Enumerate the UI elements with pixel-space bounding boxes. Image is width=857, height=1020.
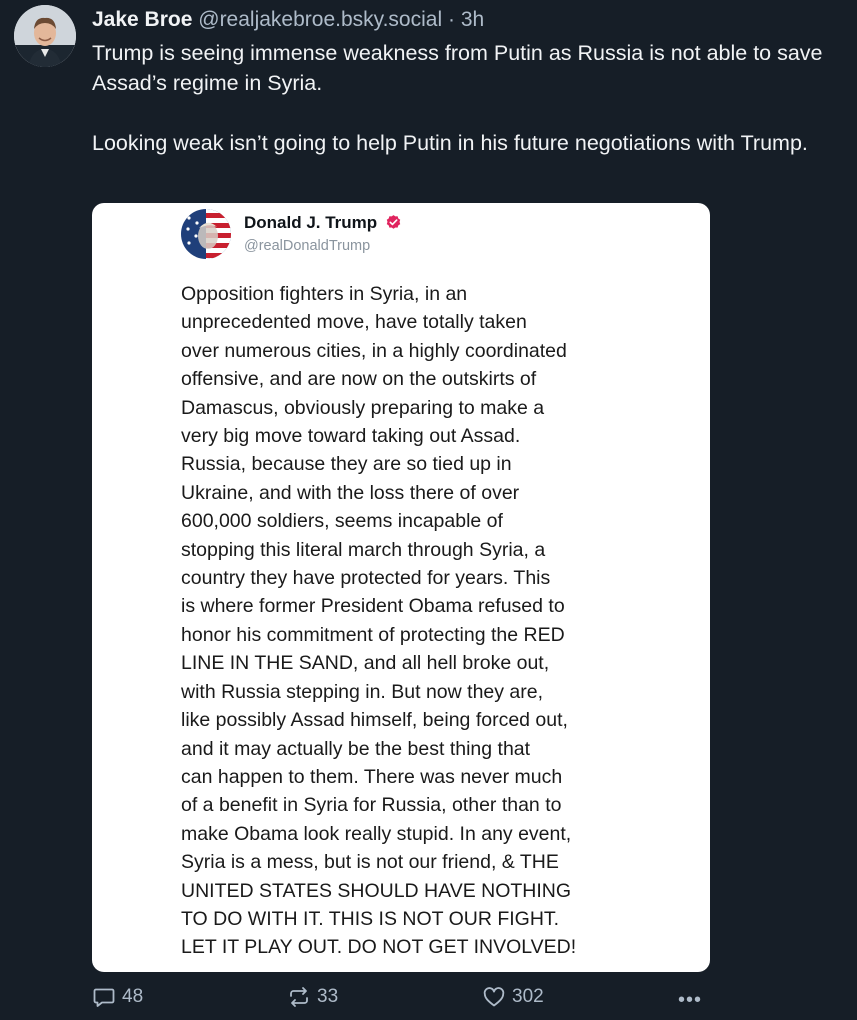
heart-icon: [482, 985, 506, 1009]
embed-text-line: Syria is a mess, but is not our friend, & THE: [181, 851, 559, 874]
post-paragraph: Trump is seeing immense weakness from Putin as Russia is not able to save Assad’s regime in Syria.: [92, 41, 823, 95]
embed-text-line: Russia, because they are so tied up in: [181, 453, 512, 476]
embed-author-handle: @realDonaldTrump: [244, 238, 371, 254]
embed-text-line: Opposition fighters in Syria, in an: [181, 283, 468, 305]
repost-button[interactable]: [287, 985, 338, 1009]
post-text: [92, 38, 847, 158]
embed-text-line: country they have protected for years. This: [181, 567, 551, 590]
embedded-image[interactable]: [92, 203, 710, 972]
embed-body-text: [181, 280, 701, 962]
embed-text-line: TO DO WITH IT. THIS IS NOT OUR FIGHT.: [181, 907, 560, 930]
embed-text-line: LET IT PLAY OUT. DO NOT GET INVOLVED!: [181, 936, 577, 959]
more-icon[interactable]: •••: [678, 989, 703, 1011]
like-count: 302: [512, 986, 544, 1007]
author-handle[interactable]: @realjakebroe.bsky.social: [198, 8, 443, 31]
repost-count: 33: [317, 986, 339, 1007]
embed-text-line: over numerous cities, in a highly coordinated: [181, 339, 567, 362]
embed-text-line: make Obama look really stupid. In any event,: [181, 822, 572, 845]
action-bar: [92, 985, 712, 1017]
embed-avatar: [181, 209, 231, 259]
post-paragraph: Looking weak isn’t going to help Putin in his future negotiations with Trump.: [92, 131, 808, 155]
like-button[interactable]: [482, 985, 544, 1009]
embed-text-line: offensive, and are now on the outskirts of: [181, 368, 537, 391]
embed-text-line: very big move toward taking out Assad.: [181, 425, 521, 448]
embed-text-line: UNITED STATES SHOULD HAVE NOTHING: [181, 879, 572, 902]
reply-button[interactable]: [92, 985, 143, 1009]
repost-icon: [287, 985, 311, 1009]
post-timestamp[interactable]: 3h: [460, 8, 485, 31]
meta-separator: ·: [447, 8, 455, 31]
embed-text-line: like possibly Assad himself, being forced out,: [181, 709, 568, 732]
post-header: [92, 6, 484, 34]
reply-count: 48: [122, 986, 144, 1007]
embed-text-line: can happen to them. There was never much: [181, 765, 563, 788]
embed-author-line: [244, 211, 402, 235]
author-avatar[interactable]: [14, 5, 76, 67]
embed-text-line: stopping this literal march through Syria, a: [181, 538, 546, 561]
embed-text-line: is where former President Obama refused to: [181, 595, 565, 618]
verified-badge-icon: [385, 214, 402, 231]
embed-text-line: with Russia stepping in. But now they are,: [181, 680, 544, 703]
embed-text-line: LINE IN THE SAND, and all hell broke out,: [181, 652, 550, 675]
embed-text-line: of a benefit in Syria for Russia, other than to: [181, 794, 562, 817]
embed-author-name: Donald J. Trump: [244, 213, 378, 232]
comment-icon: [92, 985, 116, 1009]
embed-text-line: Ukraine, and with the loss there of over: [181, 481, 520, 504]
embed-text-line: honor his commitment of protecting the RED: [181, 623, 565, 646]
embed-text-line: and it may actually be the best thing that: [181, 737, 531, 760]
embed-text-line: 600,000 soldiers, seems incapable of: [181, 510, 503, 533]
author-name[interactable]: Jake Broe: [92, 8, 193, 31]
embed-text-line: unprecedented move, have totally taken: [181, 311, 527, 334]
embed-text-line: Damascus, obviously preparing to make a: [181, 396, 545, 419]
